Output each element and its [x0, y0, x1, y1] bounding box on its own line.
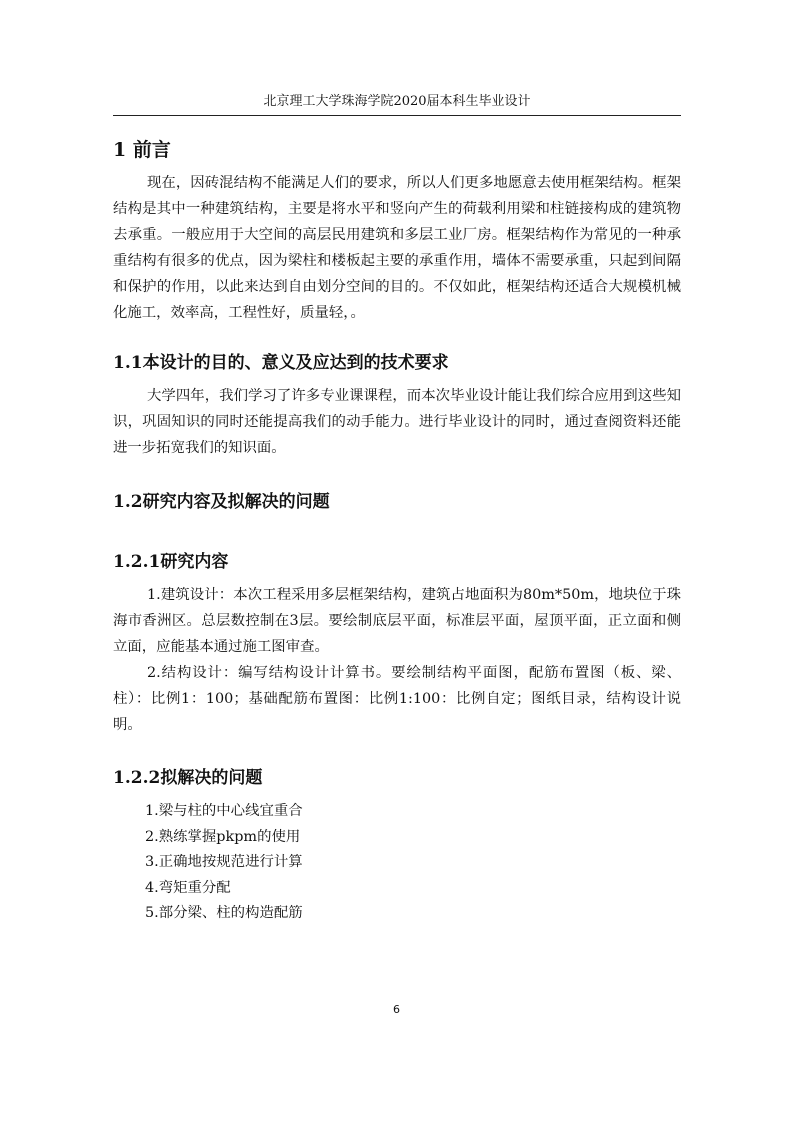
page-number: 6	[393, 1003, 400, 1016]
list-item: 1.梁与柱的中心线宜重合	[145, 803, 303, 819]
section-1-paragraph: 现在，因砖混结构不能满足人们的要求，所以人们更多地愿意去使用框架结构。框架结构是其中一种建筑结构，主要是将水平和竖向产生的荷载利用梁和柱链接构成的建筑物去承重。一般应用于大空间的高层民用建筑和多层工业厂房。框架结构作为常见的一种承重结构有很多的优点，因为梁柱和楼板起主要的承重作用，墙体不需要承重，只起到间隔和保护的作用，以此来达到自由划分空间的目的。不仅如此，框架结构还适合大规模机械化施工，效率高，工程性好，质量轻，。	[113, 175, 681, 321]
section-1-2-heading: 1.2研究内容及拟解决的问题	[113, 492, 330, 512]
header-rule	[113, 115, 681, 116]
section-1-1-paragraph: 大学四年，我们学习了许多专业课课程，而本次毕业设计能让我们综合应用到这些知识，巩固知识的同时还能提高我们的动手能力。进行毕业设计的同时，通过查阅资料还能进一步拓宽我们的知识面。	[113, 388, 681, 456]
list-item: 4.弯矩重分配	[145, 879, 231, 896]
section-1-1-heading: 1.1本设计的目的、意义及应达到的技术要求	[113, 353, 449, 373]
list-item: 2.熟练掌握pkpm的使用	[145, 828, 301, 845]
list-item: 5.部分梁、柱的构造配筋	[145, 905, 303, 922]
list-item: 3.正确地按规范进行计算	[145, 854, 303, 871]
section-1-heading: 1 前言	[113, 139, 171, 161]
section-1-2-1-paragraph-1: 1.建筑设计：本次工程采用多层框架结构，建筑占地面积为80m*50m，地块位于珠海市香洲区。总层数控制在3层。要绘制底层平面，标准层平面，屋顶平面，正立面和侧立面，应能基本通过施工图审查。	[113, 587, 681, 655]
section-1-2-1-heading: 1.2.1研究内容	[113, 552, 229, 572]
section-1-2-2-heading: 1.2.2拟解决的问题	[113, 768, 263, 788]
section-1-2-1-paragraph-2: 2.结构设计：编写结构设计计算书。要绘制结构平面图，配筋布置图（板、梁、柱）：比例1：100；基础配筋布置图：比例1:100：比例自定；图纸目录，结构设计说明。	[113, 665, 681, 733]
problem-list	[145, 799, 303, 927]
page-header: 北京理工大学珠海学院2020届本科生毕业设计	[263, 94, 531, 109]
